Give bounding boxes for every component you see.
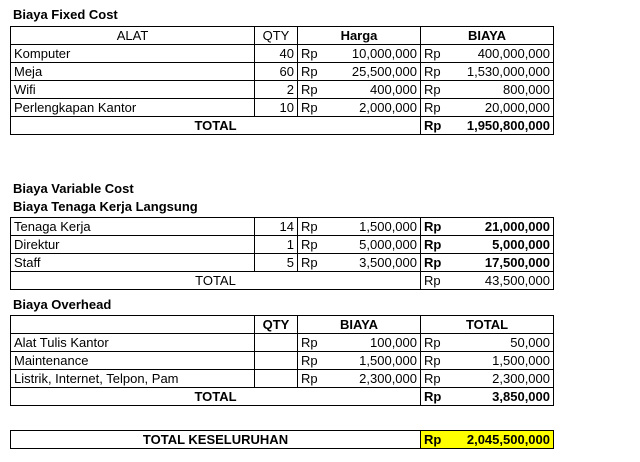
currency-label: Rp <box>424 432 442 447</box>
item-harga: 5,000,000 <box>359 237 417 252</box>
item-harga: 1,500,000 <box>359 219 417 234</box>
item-qty: 1 <box>255 236 298 254</box>
currency-label: Rp <box>301 255 318 270</box>
overhead-title: Biaya Overhead <box>13 297 112 312</box>
overhead-total-row <box>11 388 554 406</box>
direct-labor-subtitle: Biaya Tenaga Kerja Langsung <box>13 199 198 214</box>
table-row <box>11 63 554 81</box>
table-row <box>11 370 554 388</box>
item-biaya: 800,000 <box>503 82 550 97</box>
item-name: Staff <box>11 254 255 272</box>
header-total: TOTAL <box>421 316 554 334</box>
item-qty: 5 <box>255 254 298 272</box>
item-biaya: 400,000,000 <box>477 46 550 61</box>
item-name: Tenaga Kerja <box>11 218 255 236</box>
currency-label: Rp <box>424 219 442 234</box>
item-harga: 10,000,000 <box>351 46 417 61</box>
currency-label: Rp <box>424 46 441 61</box>
header-blank <box>11 316 255 334</box>
currency-label: Rp <box>424 371 441 386</box>
variable-cost-title: Biaya Variable Cost <box>13 181 134 196</box>
currency-label: Rp <box>301 82 318 97</box>
item-name: Alat Tulis Kantor <box>11 334 255 352</box>
currency-label: Rp <box>424 389 442 404</box>
fixed-cost-header-row <box>11 27 554 45</box>
header-alat: ALAT <box>11 27 255 45</box>
currency-label: Rp <box>301 100 318 115</box>
currency-label: Rp <box>301 353 318 368</box>
currency-label: Rp <box>424 237 442 252</box>
item-biaya: 5,000,000 <box>492 237 550 252</box>
currency-label: Rp <box>424 82 441 97</box>
currency-label: Rp <box>424 118 442 133</box>
item-harga: 400,000 <box>370 82 417 97</box>
item-qty: 10 <box>255 99 298 117</box>
variable-cost-total-row <box>11 272 554 290</box>
currency-label: Rp <box>424 100 441 115</box>
item-name: Maintenance <box>11 352 255 370</box>
item-harga: 2,000,000 <box>359 100 417 115</box>
currency-label: Rp <box>424 353 441 368</box>
item-total: 2,300,000 <box>492 371 550 386</box>
table-row <box>11 236 554 254</box>
table-row <box>11 218 554 236</box>
currency-label: Rp <box>301 335 318 350</box>
currency-label: Rp <box>424 335 441 350</box>
currency-label: Rp <box>424 273 441 288</box>
table-row <box>11 81 554 99</box>
item-qty: 2 <box>255 81 298 99</box>
header-qty: QTY <box>255 316 298 334</box>
grand-total-row <box>11 431 554 449</box>
table-row <box>11 254 554 272</box>
currency-label: Rp <box>424 64 441 79</box>
item-total: 50,000 <box>510 335 550 350</box>
table-row <box>11 352 554 370</box>
overhead-total-value: 3,850,000 <box>492 389 550 404</box>
item-biaya: 1,500,000 <box>359 353 417 368</box>
currency-label: Rp <box>424 255 442 270</box>
item-name: Meja <box>11 63 255 81</box>
item-qty <box>255 352 298 370</box>
item-name: Komputer <box>11 45 255 63</box>
item-qty: 60 <box>255 63 298 81</box>
currency-label: Rp <box>301 371 318 386</box>
item-harga: 3,500,000 <box>359 255 417 270</box>
variable-cost-table <box>10 217 554 290</box>
header-harga: Harga <box>298 27 421 45</box>
currency-label: Rp <box>301 64 318 79</box>
item-qty <box>255 334 298 352</box>
item-name: Wifi <box>11 81 255 99</box>
total-label: TOTAL <box>11 388 421 406</box>
currency-label: Rp <box>301 237 318 252</box>
fixed-cost-total-value: 1,950,800,000 <box>466 118 550 133</box>
fixed-cost-table <box>10 26 554 135</box>
header-qty: QTY <box>255 27 298 45</box>
total-label: TOTAL <box>11 272 421 290</box>
item-harga: 25,500,000 <box>351 64 417 79</box>
header-biaya: BIAYA <box>421 27 554 45</box>
table-row <box>11 334 554 352</box>
item-name: Listrik, Internet, Telpon, Pam <box>11 370 255 388</box>
total-label: TOTAL <box>11 117 421 135</box>
table-row <box>11 99 554 117</box>
currency-label: Rp <box>301 219 318 234</box>
item-name: Direktur <box>11 236 255 254</box>
overhead-header-row <box>11 316 554 334</box>
overhead-table <box>10 315 554 406</box>
item-qty <box>255 370 298 388</box>
item-biaya: 1,530,000,000 <box>466 64 550 79</box>
item-biaya: 2,300,000 <box>359 371 417 386</box>
grand-total-label: TOTAL KESELURUHAN <box>11 431 421 449</box>
table-row <box>11 45 554 63</box>
item-biaya: 17,500,000 <box>484 255 550 270</box>
item-name: Perlengkapan Kantor <box>11 99 255 117</box>
header-biaya: BIAYA <box>298 316 421 334</box>
item-biaya: 100,000 <box>370 335 417 350</box>
grand-total-value: 2,045,500,000 <box>466 432 550 447</box>
variable-cost-total-value: 43,500,000 <box>484 273 550 288</box>
item-qty: 40 <box>255 45 298 63</box>
item-biaya: 20,000,000 <box>484 100 550 115</box>
fixed-cost-title: Biaya Fixed Cost <box>13 7 118 22</box>
grand-total-table <box>10 430 554 449</box>
item-qty: 14 <box>255 218 298 236</box>
currency-label: Rp <box>301 46 318 61</box>
fixed-cost-total-row <box>11 117 554 135</box>
item-total: 1,500,000 <box>492 353 550 368</box>
item-biaya: 21,000,000 <box>484 219 550 234</box>
